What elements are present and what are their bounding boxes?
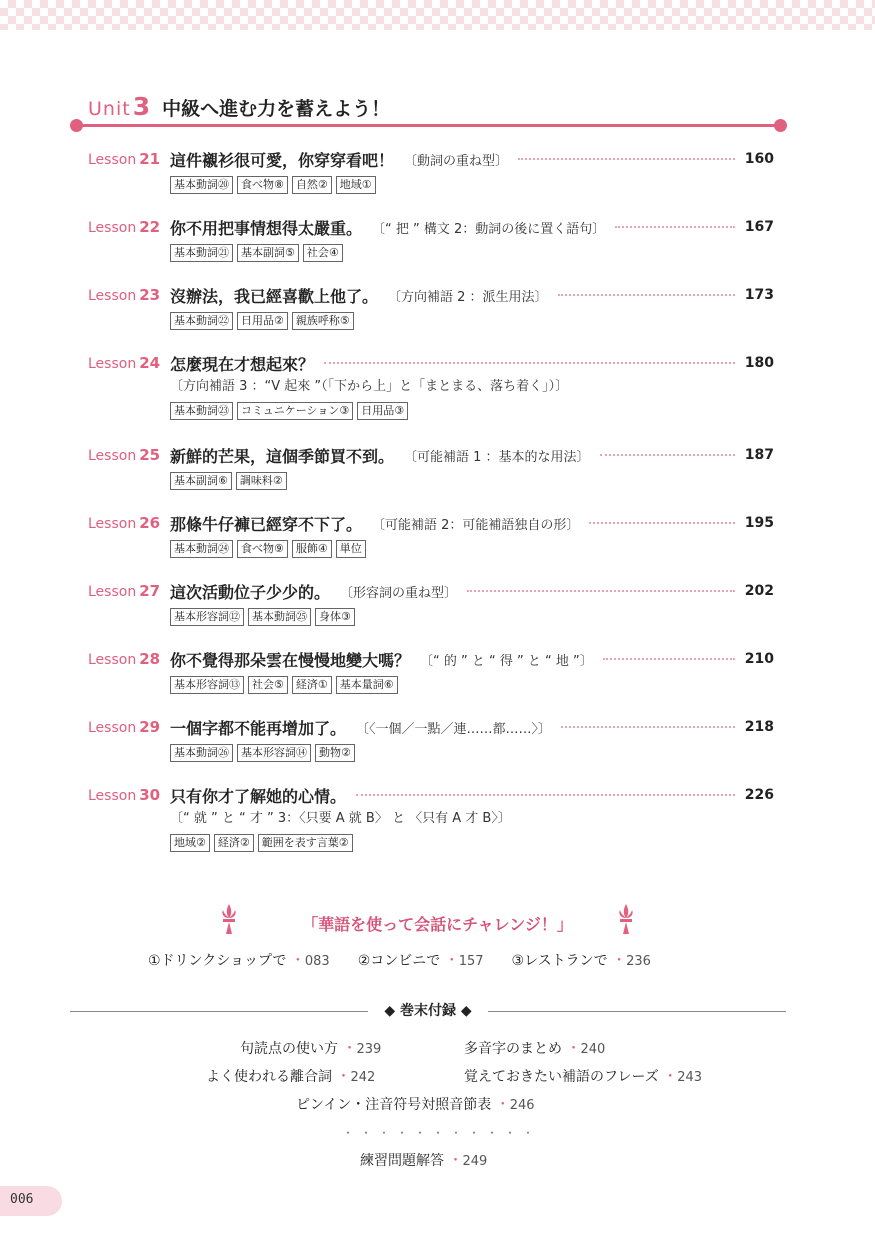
lesson-page: 195 — [744, 515, 774, 531]
vocab-tag: 基本形容詞⑬ — [170, 676, 244, 694]
lesson-22[interactable] — [88, 214, 774, 282]
lesson-page: 167 — [744, 219, 774, 235]
lesson-23[interactable] — [88, 282, 774, 350]
rule-dot-right — [774, 119, 787, 132]
lesson-24[interactable] — [88, 350, 774, 442]
lesson-title: 一個字都不能再增加了。 — [170, 718, 347, 738]
unit-title: 中級へ進む力を蓄えよう！ — [162, 98, 391, 120]
unit-heading — [88, 92, 390, 121]
lesson-title: 你不用把事情想得太嚴重。 — [170, 218, 363, 238]
lesson-30[interactable] — [88, 782, 774, 874]
lesson-label: Lesson 21 — [88, 150, 161, 168]
vocab-tag: コミュニケーション③ — [237, 402, 353, 420]
vocab-tag: 自然② — [292, 176, 332, 194]
vocab-tags — [170, 744, 774, 762]
vocab-tag: 身体③ — [315, 608, 355, 626]
vocab-tags — [170, 244, 774, 262]
dotted-leader — [467, 590, 735, 592]
lesson-page: 160 — [744, 151, 774, 167]
lesson-page: 210 — [744, 651, 774, 667]
vocab-tags — [170, 402, 774, 420]
appendix-item[interactable]: 練習問題解答 ・249 — [360, 1153, 488, 1169]
dotted-leader — [603, 658, 735, 660]
unit-number: 3 — [132, 92, 151, 121]
lesson-title: 新鮮的芒果，這個季節買不到。 — [170, 446, 395, 466]
dotted-leader — [356, 794, 735, 796]
vocab-tags — [170, 176, 774, 194]
appendix-item[interactable]: よく使われる離合詞 ・242 — [206, 1069, 376, 1085]
checkered-header-band — [0, 0, 875, 30]
appendix-item[interactable]: 句読点の使い方 ・239 — [240, 1041, 382, 1057]
appendix-heading — [70, 1000, 786, 1022]
dotted-leader — [600, 454, 735, 456]
rule-dot-left — [70, 119, 83, 132]
vocab-tags — [170, 540, 774, 558]
lesson-page: 173 — [744, 287, 774, 303]
lesson-subtitle: 〔〈一個／一點／連……都……〉〕 — [356, 721, 552, 737]
dotted-leader — [324, 362, 735, 364]
vocab-tag: 基本動詞㉔ — [170, 540, 233, 558]
dotted-leader — [615, 226, 734, 228]
lesson-title: 這次活動位子少少的。 — [170, 582, 331, 602]
lesson-26[interactable] — [88, 510, 774, 578]
vocab-tag: 基本副詞⑤ — [237, 244, 299, 262]
lesson-page: 180 — [744, 355, 774, 371]
lesson-21[interactable] — [88, 146, 774, 214]
vocab-tag: 調味料② — [236, 472, 287, 490]
challenge-list — [148, 950, 748, 970]
dotted-leader — [518, 158, 735, 160]
lesson-title: 只有你才了解她的心情。 — [170, 786, 347, 806]
lesson-title: 沒辦法，我已經喜歡上他了。 — [170, 286, 379, 306]
challenge-item[interactable]: ③レストランで ・236 — [511, 953, 651, 969]
vocab-tags — [170, 472, 774, 490]
appendix-title: ◆ 巻末付録 ◆ — [384, 1003, 472, 1019]
vocab-tags — [170, 312, 774, 330]
appendix-item[interactable]: ピンイン・注音符号対照音節表 ・246 — [296, 1097, 535, 1113]
diamond-icon: ◆ — [384, 1003, 400, 1019]
vocab-tag: 食べ物⑨ — [237, 540, 288, 558]
lesson-label: Lesson 27 — [88, 582, 161, 600]
vocab-tag: 地域① — [336, 176, 376, 194]
lesson-25[interactable] — [88, 442, 774, 510]
vocab-tag: 日用品③ — [357, 402, 408, 420]
lesson-subtitle: 〔可能補語 1 ：基本的な用法〕 — [404, 449, 590, 465]
lesson-title: 怎麼現在才想起來？ — [170, 354, 315, 374]
vocab-tag: 服飾④ — [292, 540, 332, 558]
lesson-28[interactable] — [88, 646, 774, 714]
lesson-subtitle: 〔“ 把 ” 構文 2：動詞の後に置く語句〕 — [372, 221, 606, 237]
vocab-tag: 社会④ — [303, 244, 343, 262]
lesson-label: Lesson 25 — [88, 446, 161, 464]
vocab-tag: 地域② — [170, 834, 210, 852]
vocab-tag: 基本動詞㉑ — [170, 244, 233, 262]
lesson-title: 你不覺得那朵雲在慢慢地變大嗎？ — [170, 650, 411, 670]
lesson-subtitle: 〔可能補語 2：可能補語独自の形〕 — [372, 517, 580, 533]
lesson-29[interactable] — [88, 714, 774, 782]
page-number: 006 — [10, 1192, 34, 1207]
vocab-tag: 基本副詞⑥ — [170, 472, 232, 490]
lesson-label: Lesson 22 — [88, 218, 161, 236]
lesson-page: 202 — [744, 583, 774, 599]
vocab-tag: 社会⑤ — [248, 676, 288, 694]
lesson-subtitle: 〔“ 就 ” と “ 才 ” 3：〈只要 A 就 B〉 と 〈只有 A 才 B〉〕 — [170, 811, 511, 826]
dotted-leader — [561, 726, 735, 728]
lesson-page: 187 — [744, 447, 774, 463]
lesson-label: Lesson 24 — [88, 354, 161, 372]
vocab-tag: 基本量詞⑥ — [336, 676, 398, 694]
lesson-subtitle: 〔方向補語 2 ：派生用法〕 — [388, 289, 548, 305]
vocab-tag: 単位 — [336, 540, 366, 558]
challenge-title: 「華語を使って会話にチャレンジ！」 — [302, 915, 573, 934]
challenge-item[interactable]: ①ドリンクショップで ・083 — [148, 953, 330, 969]
lesson-27[interactable] — [88, 578, 774, 646]
appendix-item[interactable]: 覚えておきたい補語のフレーズ ・243 — [464, 1069, 703, 1085]
vocab-tags — [170, 834, 774, 852]
lesson-subtitle: 〔“ 的 ” と “ 得 ” と “ 地 ”〕 — [420, 653, 593, 669]
vocab-tag: 範囲を表す言葉② — [258, 834, 353, 852]
vocab-tag: 基本形容詞⑭ — [237, 744, 311, 762]
lesson-label: Lesson 26 — [88, 514, 161, 532]
unit-rule — [76, 124, 782, 127]
vocab-tag: 基本動詞㉓ — [170, 402, 233, 420]
appendix-item[interactable]: 多音字のまとめ ・240 — [464, 1041, 606, 1057]
vocab-tag: 基本形容詞⑫ — [170, 608, 244, 626]
dotted-leader — [558, 294, 735, 296]
vocab-tags — [170, 676, 774, 694]
vocab-tag: 基本動詞㉕ — [248, 608, 311, 626]
vocab-tag: 基本動詞㉒ — [170, 312, 233, 330]
challenge-item[interactable]: ②コンビニで ・157 — [357, 953, 484, 969]
vocab-tag: 動物② — [315, 744, 355, 762]
lesson-subtitle: 〔形容詞の重ね型〕 — [340, 585, 458, 601]
vocab-tag: 経済② — [214, 834, 254, 852]
lesson-list — [88, 146, 774, 874]
lesson-page: 218 — [744, 719, 774, 735]
lesson-label: Lesson 29 — [88, 718, 161, 736]
lesson-label: Lesson 23 — [88, 286, 161, 304]
lesson-title: 那條牛仔褲已經穿不下了。 — [170, 514, 363, 534]
vocab-tag: 食べ物⑧ — [237, 176, 288, 194]
vocab-tags — [170, 608, 774, 626]
lesson-title: 這件襯衫很可愛，你穿穿看吧！ — [170, 150, 395, 170]
dot-separator: ・・・・・・・・・・・ — [342, 1126, 541, 1140]
vocab-tag: 日用品② — [237, 312, 288, 330]
lesson-subtitle: 〔動詞の重ね型〕 — [404, 153, 509, 169]
vocab-tag: 経済① — [292, 676, 332, 694]
unit-label: Unit — [88, 98, 131, 120]
dotted-leader — [589, 522, 734, 524]
lesson-page: 226 — [744, 787, 774, 803]
diamond-icon: ◆ — [456, 1003, 472, 1019]
vocab-tag: 基本動詞㉖ — [170, 744, 233, 762]
lesson-label: Lesson 30 — [88, 786, 161, 804]
vocab-tag: 基本動詞⑳ — [170, 176, 233, 194]
lesson-subtitle: 〔方向補語 3 ：“V 起來 ”（「下から上」と「まとまる、落ち着く」）〕 — [170, 379, 569, 394]
lesson-label: Lesson 28 — [88, 650, 161, 668]
vocab-tag: 親族呼称⑤ — [292, 312, 354, 330]
